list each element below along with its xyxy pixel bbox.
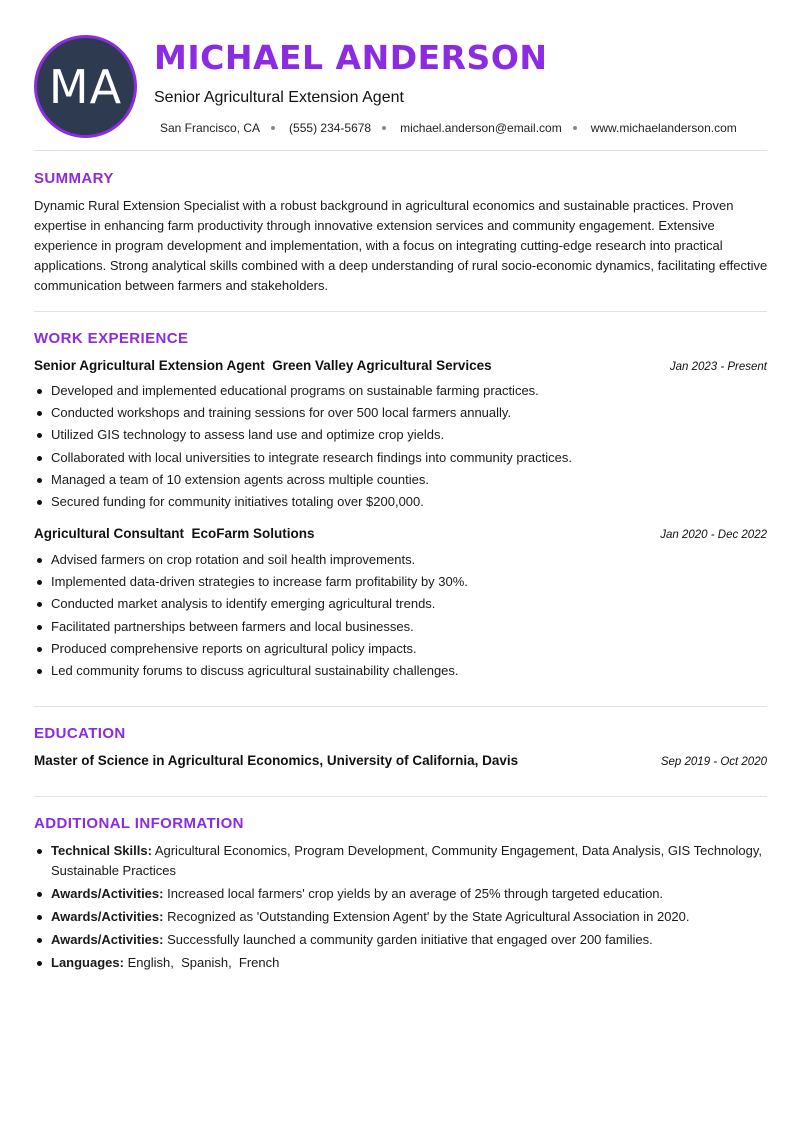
list-item: Conducted market analysis to identify emerging agricultural trends. — [34, 593, 767, 615]
item-text: Successfully launched a community garden initiative that engaged over 200 families. — [167, 931, 653, 947]
list-item: Advised farmers on crop rotation and soil health improvements. — [34, 549, 767, 571]
list-item — [34, 884, 767, 904]
job-title: Senior Agricultural Extension Agent Green Valley Agricultural Services — [34, 358, 492, 373]
list-item — [34, 907, 767, 927]
job-bullets — [34, 380, 767, 513]
contact-location: San Francisco, CA — [160, 121, 261, 135]
language: French — [238, 954, 280, 970]
education-dates: Sep 2019 - Oct 2020 — [660, 756, 767, 768]
section-divider — [34, 706, 767, 707]
list-item: Facilitated partnerships between farmers and local businesses. — [34, 616, 767, 638]
list-item: Conducted workshops and training sessions for over 500 local farmers annually. — [34, 402, 767, 424]
summary-heading: SUMMARY — [34, 170, 114, 187]
resume-header — [0, 0, 800, 150]
education-entry — [34, 753, 767, 768]
language: Spanish — [181, 954, 229, 970]
job-dates: Jan 2020 - Dec 2022 — [660, 529, 767, 541]
section-divider — [34, 311, 767, 312]
job-header — [34, 358, 767, 373]
item-label: Awards/Activities: — [51, 885, 164, 901]
job-bullets — [34, 549, 767, 682]
item-label: Technical Skills: — [51, 843, 152, 858]
separator-dot-icon — [382, 126, 386, 130]
contact-phone: (555) 234-5678 — [289, 121, 372, 135]
list-item: Implemented data-driven strategies to increase farm profitability by 30%. — [34, 571, 767, 593]
language: English — [127, 954, 171, 970]
item-text: Increased local farmers' crop yields by an average of 25% through targeted education. — [167, 885, 664, 901]
item-label: Awards/Activities: — [51, 931, 164, 947]
list-item: Developed and implemented educational programs on sustainable farming practices. — [34, 380, 767, 402]
list-item: Collaborated with local universities to integrate research findings into community practices. — [34, 447, 767, 469]
list-item — [34, 930, 767, 950]
additional-list — [34, 841, 767, 976]
section-divider — [34, 796, 767, 797]
section-divider — [34, 150, 767, 151]
degree-title: Master of Science in Agricultural Economics, University of California, Davis — [34, 753, 519, 768]
contact-bar — [160, 121, 737, 135]
item-label: Awards/Activities: — [51, 908, 164, 924]
additional-heading: ADDITIONAL INFORMATION — [34, 815, 244, 832]
contact-email[interactable]: michael.anderson@email.com — [400, 121, 562, 135]
item-text: Recognized as 'Outstanding Extension Agent' by the State Agricultural Association in 2020. — [167, 908, 690, 924]
contact-website[interactable]: www.michaelanderson.com — [590, 121, 737, 135]
languages-item: Languages: English, Spanish, French — [34, 953, 767, 973]
list-item: Secured funding for community initiatives totaling over $200,000. — [34, 491, 767, 513]
list-item: Led community forums to discuss agricultural sustainability challenges. — [34, 660, 767, 682]
education-heading: EDUCATION — [34, 725, 126, 742]
job-dates: Jan 2023 - Present — [669, 361, 767, 373]
job-header — [34, 526, 767, 541]
candidate-name: MICHAEL ANDERSON — [154, 38, 548, 77]
experience-heading: WORK EXPERIENCE — [34, 330, 189, 347]
summary-text: Dynamic Rural Extension Specialist with a robust background in agricultural economics and sustainable practices. Proven expertise in enhancing farm productivity through innovative extension services and community engagement. Extensive experience in program development and implementation, with a focus on integrating cutting-edge research into practical applications. Strong analytical skills combined with a deep understanding of rural socio-economic dynamics, facilitating effective communication between farmers and stakeholders. — [34, 198, 768, 293]
separator-dot-icon — [271, 126, 275, 130]
separator-dot-icon — [573, 126, 577, 130]
languages-label: Languages: — [51, 954, 124, 970]
avatar — [34, 35, 137, 138]
item-text: Agricultural Economics, Program Development, Community Engagement, Data Analysis, GIS Technology, Sustainable Practices — [51, 843, 763, 878]
job-title: Agricultural Consultant EcoFarm Solutions — [34, 526, 315, 541]
list-item — [34, 841, 767, 880]
list-item: Utilized GIS technology to assess land use and optimize crop yields. — [34, 424, 767, 446]
candidate-role: Senior Agricultural Extension Agent — [154, 89, 404, 106]
list-item: Managed a team of 10 extension agents across multiple counties. — [34, 469, 767, 491]
avatar-initials: MA — [48, 59, 123, 114]
list-item: Produced comprehensive reports on agricultural policy impacts. — [34, 638, 767, 660]
